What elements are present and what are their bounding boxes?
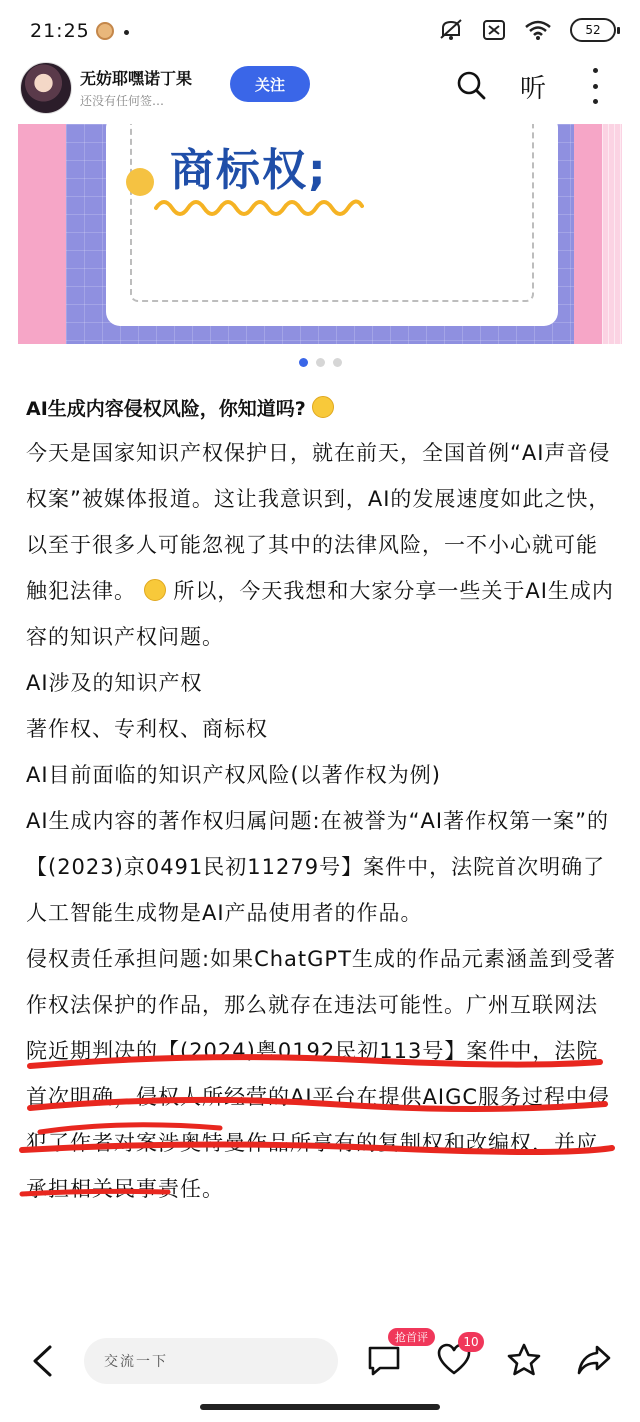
notification-dot-icon — [124, 30, 129, 35]
listen-button[interactable]: 听 — [520, 74, 547, 104]
banner-stripe — [602, 124, 622, 344]
search-icon[interactable] — [456, 70, 486, 100]
paragraph-copyright-ownership: AI生成内容的著作权归属问题:在被誉为“AI著作权第一案”的【(2023)京0491民初11279号】案件中，法院首次明确了人工智能生成物是AI产品使用者的作品。 — [26, 809, 609, 925]
article-title: AI生成内容侵权风险，你知道吗? — [26, 394, 618, 424]
first-comment-badge: 抢首评 — [388, 1328, 435, 1346]
sim-off-icon — [482, 19, 506, 41]
article-body — [26, 394, 618, 1212]
pager-dot-1[interactable] — [299, 358, 308, 367]
bottom-action-bar — [0, 1326, 640, 1396]
paragraph-ip-types: 著作权、专利权、商标权 — [26, 717, 268, 741]
status-time: 21:25 — [30, 20, 90, 42]
paragraph-intro: 今天是国家知识产权保护日，就在前天，全国首例“AI声音侵权案”被媒体报道。这让我意识到，AI的发展速度如此之快，以至于很多人可能忽视了其中的法律风险，一不小心就可能触犯法律。 所以，今天我想和大家分享一些关于AI生成内容的知识产权问题。 — [26, 441, 614, 649]
follow-button[interactable]: 关注 — [230, 66, 310, 102]
mute-icon — [438, 18, 464, 42]
worried-emoji-icon — [144, 579, 166, 601]
author-signature: 还没有任何签… — [80, 94, 165, 108]
status-bar — [0, 0, 640, 60]
wifi-icon — [524, 19, 552, 41]
pager-dot-3[interactable] — [333, 358, 342, 367]
like-count-badge: 10 — [458, 1332, 484, 1352]
paragraph-liability: 侵权责任承担问题:如果ChatGPT生成的作品元素涵盖到受著作权法保护的作品，那么就存在违法可能性。广州互联网法院近期判决的【(2024)粤0192民初113号】案件中，法院首次明确，侵权人所经营的AI平台在提供AIGC服务过程中侵犯了作者对案涉奥特曼作品所享有的复制权和改编权，并应承担相关民事责任。 — [26, 947, 616, 1201]
chevron-left-icon[interactable] — [28, 1344, 56, 1378]
share-icon[interactable] — [576, 1342, 612, 1378]
paragraph-heading-ip: AI涉及的知识产权 — [26, 671, 203, 695]
battery-indicator — [570, 18, 616, 42]
image-pager[interactable] — [0, 358, 640, 370]
comment-icon[interactable] — [366, 1342, 402, 1378]
paragraph-heading-risk: AI目前面临的知识产权风险(以著作权为例) — [26, 763, 441, 787]
more-vertical-icon[interactable] — [588, 68, 602, 104]
author-name[interactable]: 无妨耶嘿诺丁果 — [80, 69, 193, 88]
thinking-emoji-icon — [312, 396, 334, 418]
status-right — [438, 18, 616, 42]
article-header — [0, 58, 640, 122]
star-icon[interactable] — [506, 1342, 542, 1378]
article-image[interactable] — [18, 124, 622, 344]
app-notification-icon — [96, 22, 114, 40]
banner-yellow-dot — [126, 168, 154, 196]
battery-level: 52 — [585, 23, 601, 37]
author-avatar[interactable] — [20, 62, 72, 114]
pager-dot-2[interactable] — [316, 358, 325, 367]
banner-title: 商标权; — [170, 145, 328, 196]
comment-input[interactable]: 交流一下 — [84, 1338, 338, 1384]
squiggle-underline-icon — [154, 192, 364, 218]
home-indicator[interactable] — [200, 1404, 440, 1410]
